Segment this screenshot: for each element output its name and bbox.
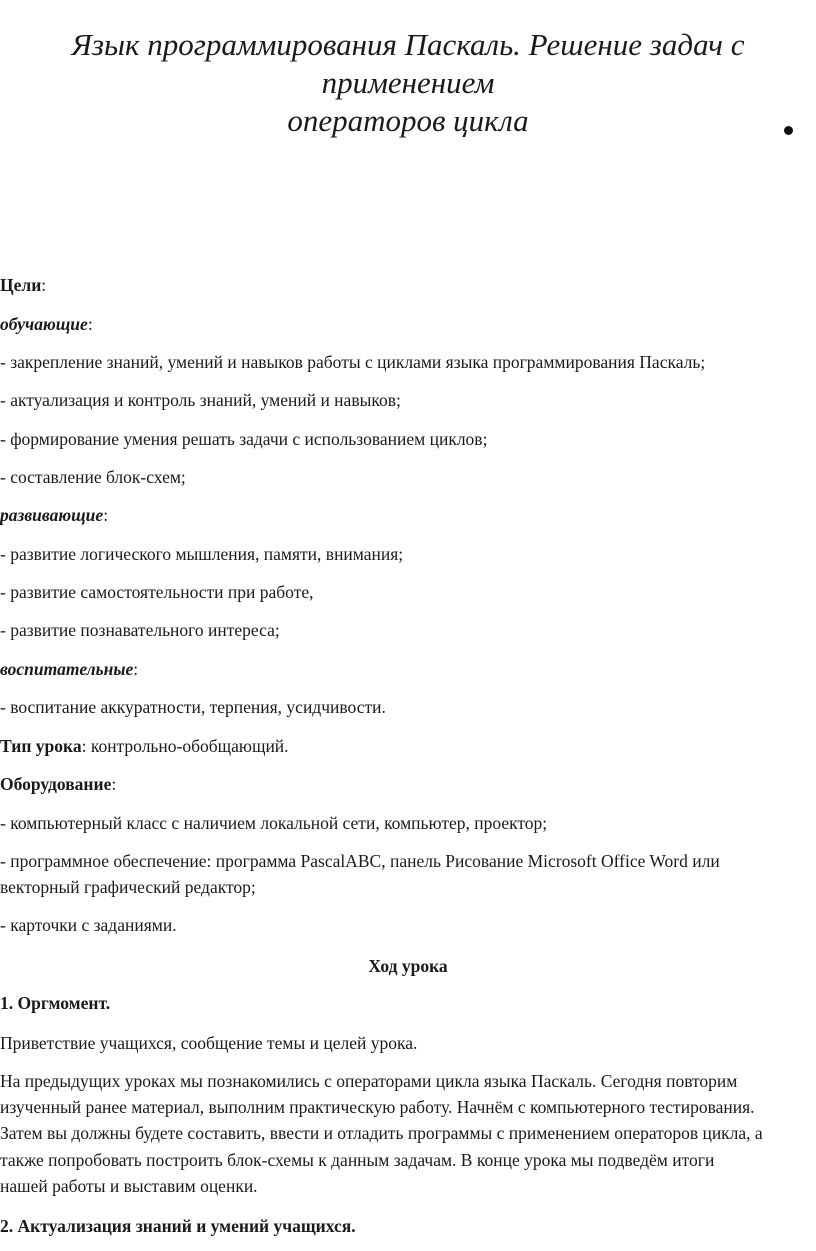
section1-heading: 1. Оргмомент. xyxy=(0,993,111,1013)
bullet-icon xyxy=(784,126,793,135)
list-item: векторный графический редактор; xyxy=(0,877,256,897)
para-line: Затем вы должны будете составить, ввести и отладить программы с применением операторов цикла, а xyxy=(0,1123,763,1143)
para-line: также попробовать построить блок-схемы к данным задачам. В конце урока мы подведём итоги xyxy=(0,1150,715,1170)
list-item: - развитие познавательного интереса; xyxy=(0,620,280,640)
list-item: - закрепление знаний, умений и навыков работы с циклами языка программирования Паскаль; xyxy=(0,352,706,372)
goals-heading: Цели: xyxy=(0,275,47,295)
section1-para1: Приветствие учащихся, сообщение темы и целей урока. xyxy=(0,1033,418,1053)
educational-label: обучающие: xyxy=(0,314,93,334)
list-item: - актуализация и контроль знаний, умений и навыков; xyxy=(0,390,401,410)
title-line-1: Язык программирования Паскаль. Решение задач с применением xyxy=(71,27,745,100)
equipment-label: Оборудование: xyxy=(0,774,117,794)
list-item: - развитие логического мышления, памяти, внимания; xyxy=(0,544,404,564)
developing-label: развивающие: xyxy=(0,505,109,525)
para-line: нашей работы и выставим оценки. xyxy=(0,1176,258,1196)
list-item: - карточки с заданиями. xyxy=(0,915,177,935)
list-item: - компьютерный класс с наличием локальной сети, компьютер, проектор; xyxy=(0,813,548,833)
list-item: - развитие самостоятельности при работе, xyxy=(0,582,314,602)
lesson-type: Тип урока: контрольно-обобщающий. xyxy=(0,736,289,756)
para-line: На предыдущих уроках мы познакомились с операторами цикла языка Паскаль. Сегодня повторим xyxy=(0,1071,738,1091)
upbringing-label: воспитательные: xyxy=(0,659,139,679)
list-item: - составление блок-схем; xyxy=(0,467,186,487)
list-item: - формирование умения решать задачи с использованием циклов; xyxy=(0,429,488,449)
list-item: - программное обеспечение: программа PascalABC, панель Рисование Microsoft Office Word или xyxy=(0,851,720,871)
title-line-2: операторов цикла xyxy=(287,103,529,138)
para-line: изученный ранее материал, выполним практическую работу. Начнём с компьютерного тестирования. xyxy=(0,1097,755,1117)
course-heading: Ход урока xyxy=(368,956,448,976)
document-title xyxy=(0,26,816,140)
section2-heading: 2. Актуализация знаний и умений учащихся. xyxy=(0,1216,356,1236)
list-item: - воспитание аккуратности, терпения, усидчивости. xyxy=(0,697,386,717)
